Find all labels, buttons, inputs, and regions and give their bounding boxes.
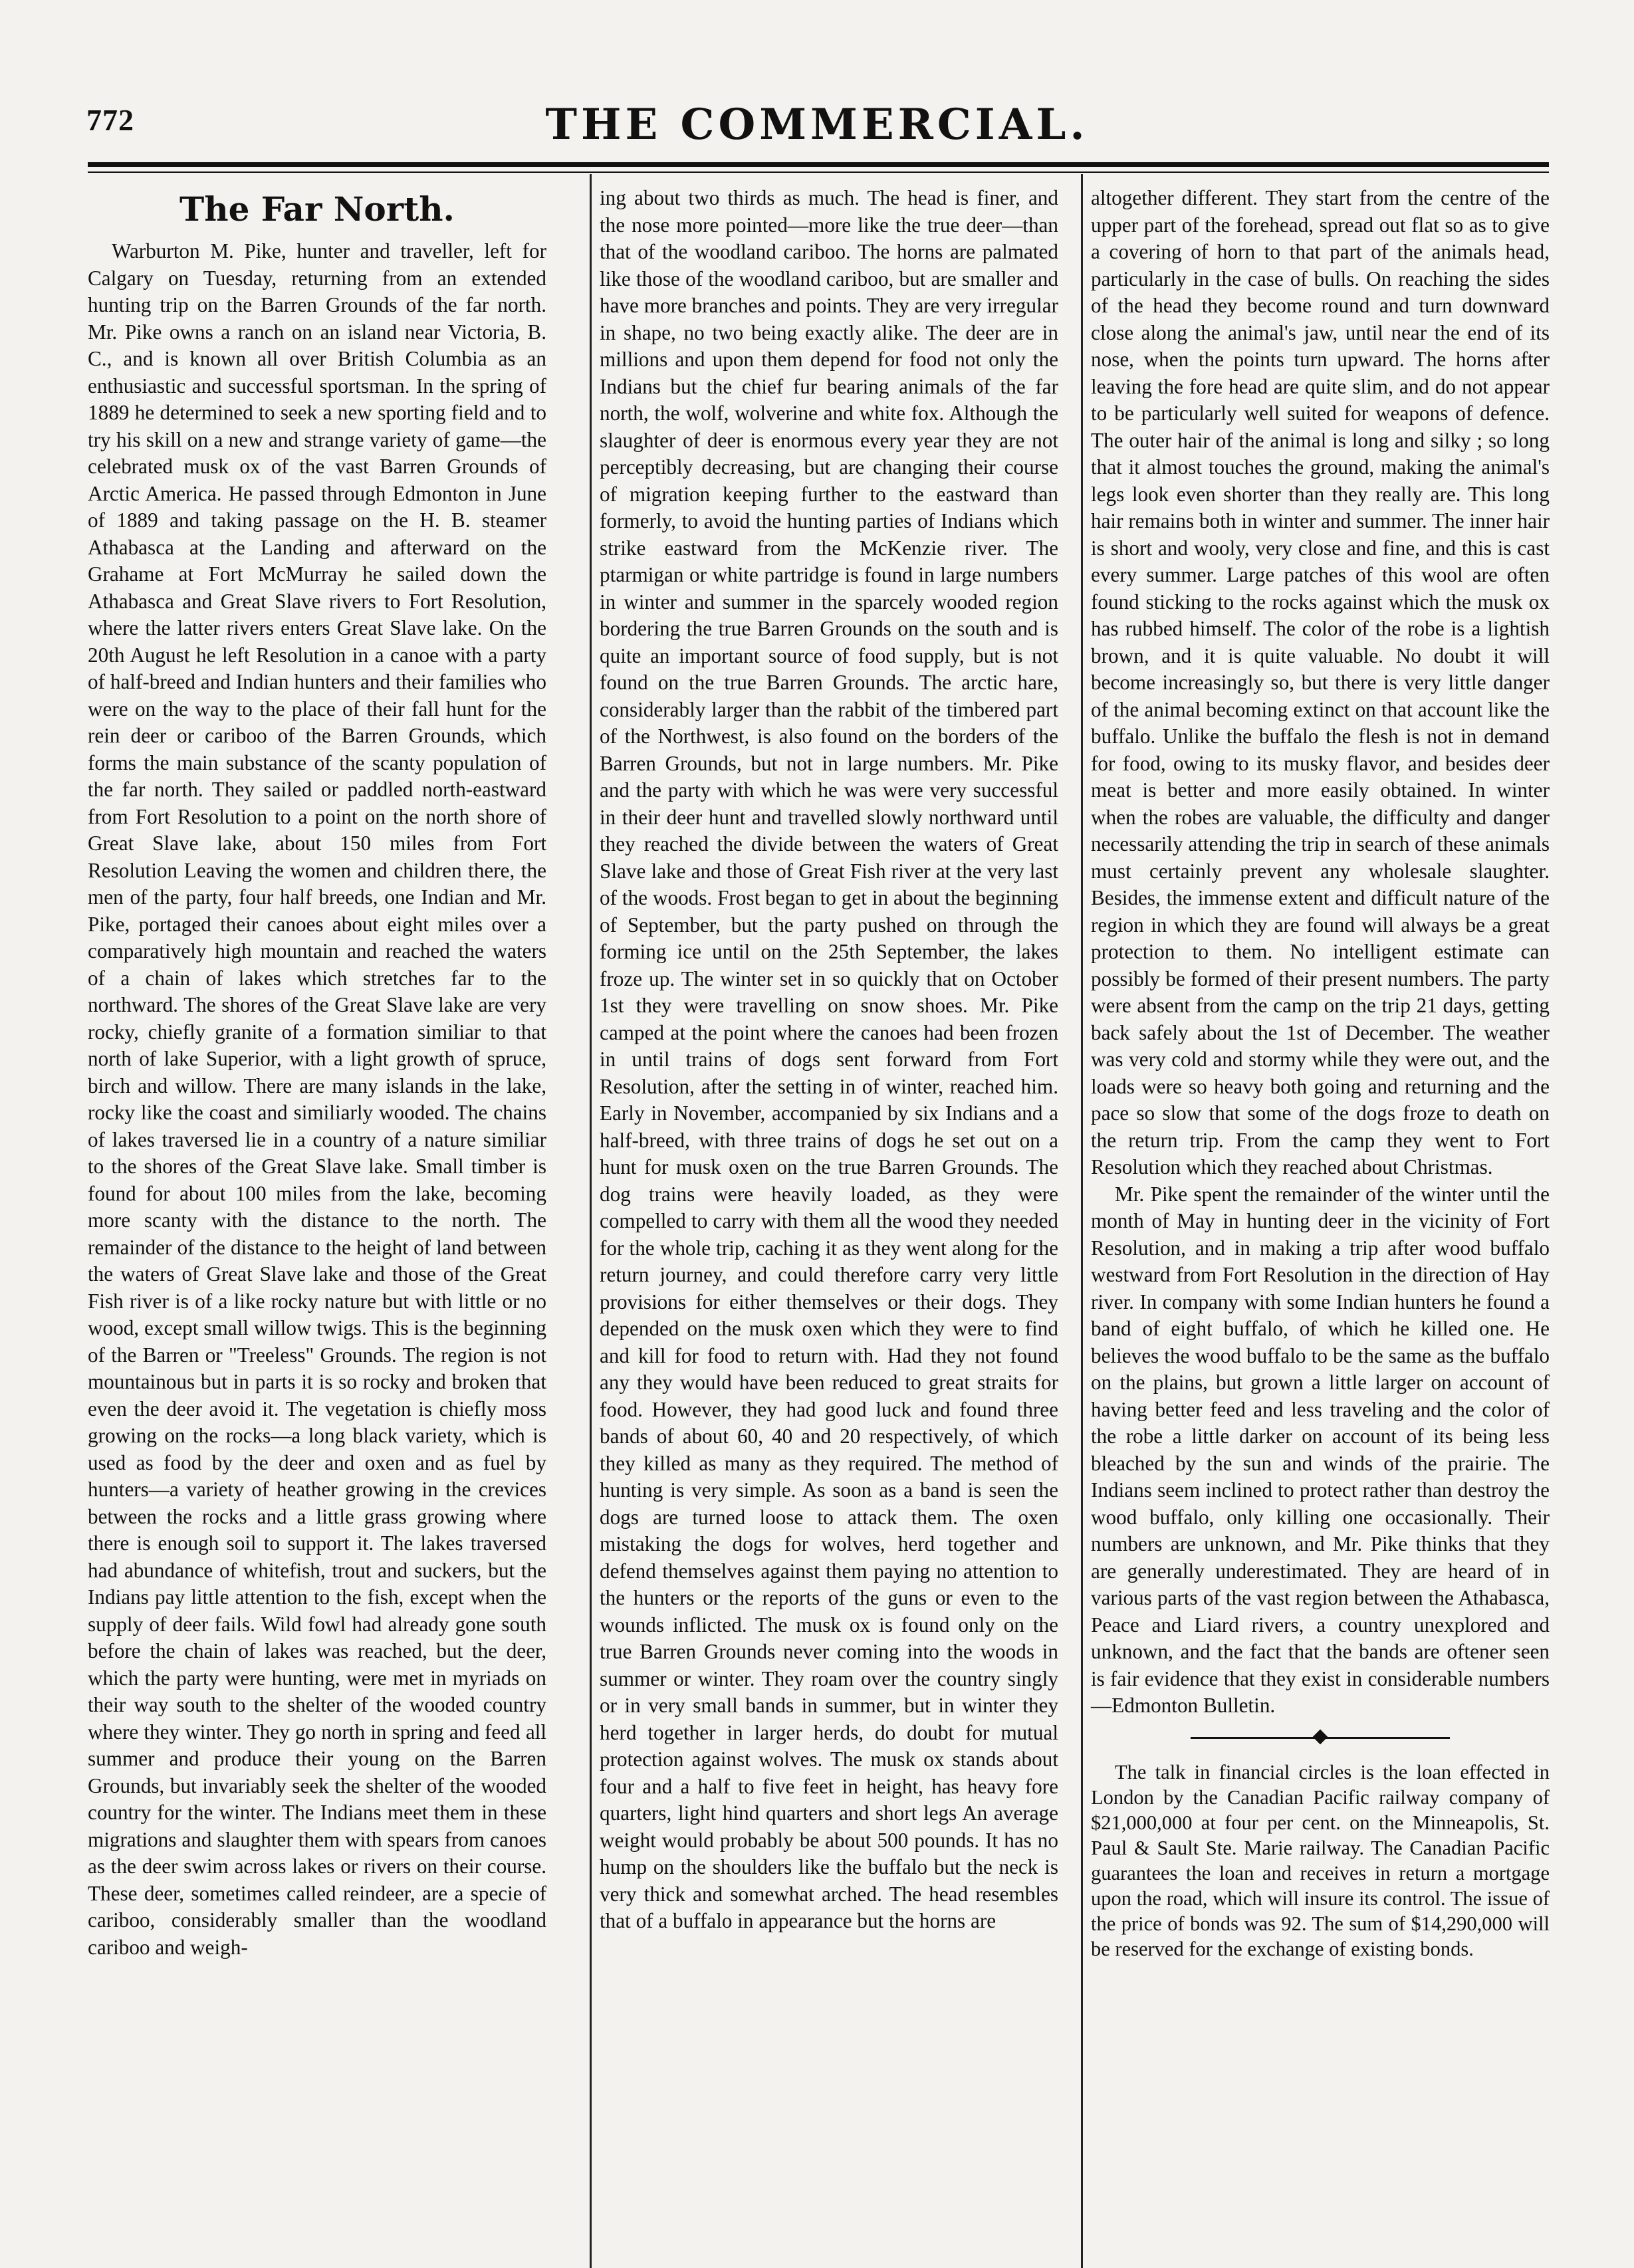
- masthead-title: THE COMMERCIAL.: [545, 100, 1089, 150]
- column-divider-2: [1081, 174, 1083, 2268]
- article-title: The Far North.: [179, 189, 455, 229]
- header-rule-thick: [88, 162, 1549, 167]
- page-number: 772: [86, 103, 134, 137]
- column-1: [88, 185, 546, 1961]
- article-paragraph: altogether different. They start from the centre of the upper part of the forehead, spread out flat so as to give a covering of horn to that part of the animals head, particularly in the case of bulls. On reaching the sides of the head they become round and turn downward close along the animal's jaw, until near the end of its nose, when the points turn upward. The horns after leaving the fore head are quite slim, and do not appear to be particularly well suited for weapons of defence. The outer hair of the animal is long and silky ; so long that it almost touches the ground, making the animal's legs look even shorter than they really are. This long hair remains both in winter and summer. The inner hair is short and wooly, very close and fine, and this is cast every summer. Large patches of this wool are often found sticking to the rocks against which the musk ox has rubbed himself. The color of the robe is a lightish brown, and it is quite valuable. No doubt it will become increasingly so, but there is very little danger of the animal becoming extinct on that account like the buffalo. Unlike the buffalo the flesh is not in demand for food, owing to its musky flavor, and besides deer meat is better and more easily obtained. In winter when the robes are valuable, the difficulty and danger necessarily attending the trip in search of these animals must certainly prevent any wholesale slaughter. Besides, the immense extent and difficult nature of the region in which they are found will always be a great protection to them. No intelligent estimate can possibly be formed of their present numbers. The party were absent from the camp on the trip 21 days, getting back safely about the 1st of December. The weather was very cold and stormy while they were out, and the loads were so heavy both going and returning and the pace so slow that some of the dogs froze to death on the return trip. From the camp they went to Fort Resolution which they reached about Christmas.: [1091, 186, 1550, 1179]
- article-paragraph: Mr. Pike spent the remainder of the winter until the month of May in hunting deer in the vicinity of Fort Resolution, and in making a trip after wood buffalo westward from Fort Resolution in the direction of Hay river. In company with some Indian hunters he found a band of eight buffalo, of which he killed one. He believes the wood buffalo to be the same as the buffalo on the plains, but grown a little larger on account of having better feed and less traveling and the color of the robe a little darker on account of its being less bleached by the sun and winds of the prairie. The Indians seem inclined to protect rather than destroy the wood buffalo, only killing one occasionally. Their numbers are unknown, and Mr. Pike thinks that they are generally underestimated. They are heard of in various parts of the vast region between the Athabasca, Peace and Liard rivers, a country unexplored and unknown, and the fact that the bands are oftener seen is fair evidence that they exist in considerable numbers —Edmonton Bulletin.: [1091, 1182, 1550, 1717]
- column-divider-1: [590, 174, 592, 2268]
- article-paragraph: ing about two thirds as much. The head is finer, and the nose more pointed—more like the true deer—than that of the woodland cariboo. The horns are palmated like those of the woodland cariboo, but are smaller and have more branches and points. They are very irregular in shape, no two being exactly alike. The deer are in millions and upon them depend for food not only the Indians but the chief fur bearing animals of the far north, the wolf, wolverine and white fox. Although the slaughter of deer is enormous every year they are not perceptibly decreasing, but are changing their course of migration keeping further to the eastward than formerly, to avoid the hunting parties of Indians which strike eastward from the McKenzie river. The ptarmigan or white partridge is found in large numbers in winter and summer in the sparcely wooded region bordering the true Barren Grounds on the south and is quite an important source of food supply, but is not found on the true Barren Grounds. The arctic hare, considerably larger than the rabbit of the timbered part of the Northwest, is also found on the borders of the Barren Grounds, but not in large numbers. Mr. Pike and the party with which he was were very successful in their deer hunt and travelled slowly northward until they reached the divide between the waters of Great Slave lake and those of Great Fish river at the very last of the woods. Frost began to get in about the beginning of September, but the party pushed on through the forming ice until on the 25th September, the lakes froze up. The winter set in so quickly that on October 1st they were travelling on snow shoes. Mr. Pike camped at the point where the canoes had been frozen in until trains of dogs sent forward from Fort Resolution, after the setting in of winter, reached him. Early in November, accompanied by six Indians and a half-breed, with three trains of dogs he set out on a hunt for musk oxen on the true Barren Grounds. The dog trains were heavily loaded, as they were compelled to carry with them all the wood they needed for the whole trip, caching it as they went along for the return journey, and could therefore carry very little provisions for either themselves or their dogs. They depended on the musk oxen which they were to find and kill for food to return with. Had they not found any they would have been reduced to great straits for food. However, they had good luck and found three bands of about 60, 40 and 20 respectively, of which they killed as many as they required. The method of hunting is very simple. As soon as a band is seen the dogs are turned loose to attack them. The oxen mistaking the dogs for wolves, herd together and defend themselves against them paying no attention to the hunters or the reports of the guns or even to the wounds inflicted. The musk ox is found only on the true Barren Grounds never coming into the woods in summer or winter. They roam over the country singly or in very small bands in summer, but in winter they herd together in larger herds, do doubt for mutual protection against wolves. The musk ox stands about four and a half to five feet in height, has heavy fore quarters, light hind quarters and short legs An average weight would probably be about 500 pounds. It has no hump on the shoulders like the buffalo but the neck is very thick and somewhat arched. The head resembles that of a buffalo in appearance but the horns are: [600, 186, 1058, 1932]
- column-2: [600, 185, 1058, 1935]
- article-paragraph: Warburton M. Pike, hunter and traveller, left for Calgary on Tuesday, returning from an extended hunting trip on the Barren Grounds of the far north. Mr. Pike owns a ranch on an island near Victoria, B. C., and is known all over British Columbia as an enthusiastic and successful sportsman. In the spring of 1889 he determined to seek a new sporting field and to try his skill on a new and strange variety of game—the celebrated musk ox of the vast Barren Grounds of Arctic America. He passed through Edmonton in June of 1889 and taking passage on the H. B. steamer Athabasca at the Landing and afterward on the Grahame at Fort McMurray he sailed down the Athabasca and Great Slave rivers to Fort Resolution, where the latter rivers enters Great Slave lake. On the 20th August he left Resolution in a canoe with a party of half-breed and Indian hunters and their families who were on the way to the place of their fall hunt for the rein deer or cariboo of the Barren Grounds, which forms the main substance of the scanty population of the far north. They sailed or paddled north-eastward from Fort Resolution to a point on the north shore of Great Slave lake, about 150 miles from Fort Resolution Leaving the women and children there, the men of the party, four half breeds, one Indian and Mr. Pike, portaged their canoes about eight miles over a comparatively high mountain and reached the waters of a chain of lakes which stretches far to the northward. The shores of the Great Slave lake are very rocky, chiefly granite of a formation similiar to that north of lake Superior, with a light growth of spruce, birch and willow. There are many islands in the lake, rocky like the coast and similiarly wooded. The chains of lakes traversed lie in a country of a nature similiar to the shores of the Great Slave lake. Small timber is found for about 100 miles from the lake, becoming more scanty with the distance to the north. The remainder of the distance to the height of land between the waters of Great Slave lake and those of the Great Fish river is of a like rocky nature but with little or no wood, except small willow twigs. This is the beginning of the Barren or "Treeless" Grounds. The region is not mountainous but in parts it is so rocky and broken that even the deer avoid it. The vegetation is chiefly moss growing on the rocks—a long black variety, which is used as food by the deer and oxen and as fuel by hunters—a variety of heather growing in the crevices between the rocks and a little grass growing where there is enough soil to support it. The lakes traversed had abundance of whitefish, trout and suckers, but the Indians pay little attention to the fish, except when the supply of deer fails. Wild fowl had already gone south before the chain of lakes was reached, but the deer, which the party were hunting, were met in myriads on their way south to the shelter of the wooded country where they winter. They go north in spring and feed all summer and produce their young on the Barren Grounds, but invariably seek the shelter of the wooded country for the winter. The Indians meet them in these migrations and slaughter them with spears from canoes as the deer swim across lakes or rivers on their course. These deer, sometimes called reindeer, are a specie of cariboo, considerably smaller than the woodland cariboo and weigh-: [88, 239, 546, 1959]
- header-rule-thin: [88, 171, 1549, 173]
- section-separator: [1091, 1724, 1550, 1753]
- column-3: [1091, 185, 1550, 1962]
- news-item: The talk in financial circles is the loan effected in London by the Canadian Pacific railway company of $21,000,000 at four per cent. on the Minneapolis, St. Paul & Sault Ste. Marie railway. The Canadian Pacific guarantees the loan and receives in return a mortgage upon the road, which will insure its control. The issue of the price of bonds was 92. The sum of $14,290,000 will be reserved for the exchange of existing bonds.: [1091, 1760, 1550, 1960]
